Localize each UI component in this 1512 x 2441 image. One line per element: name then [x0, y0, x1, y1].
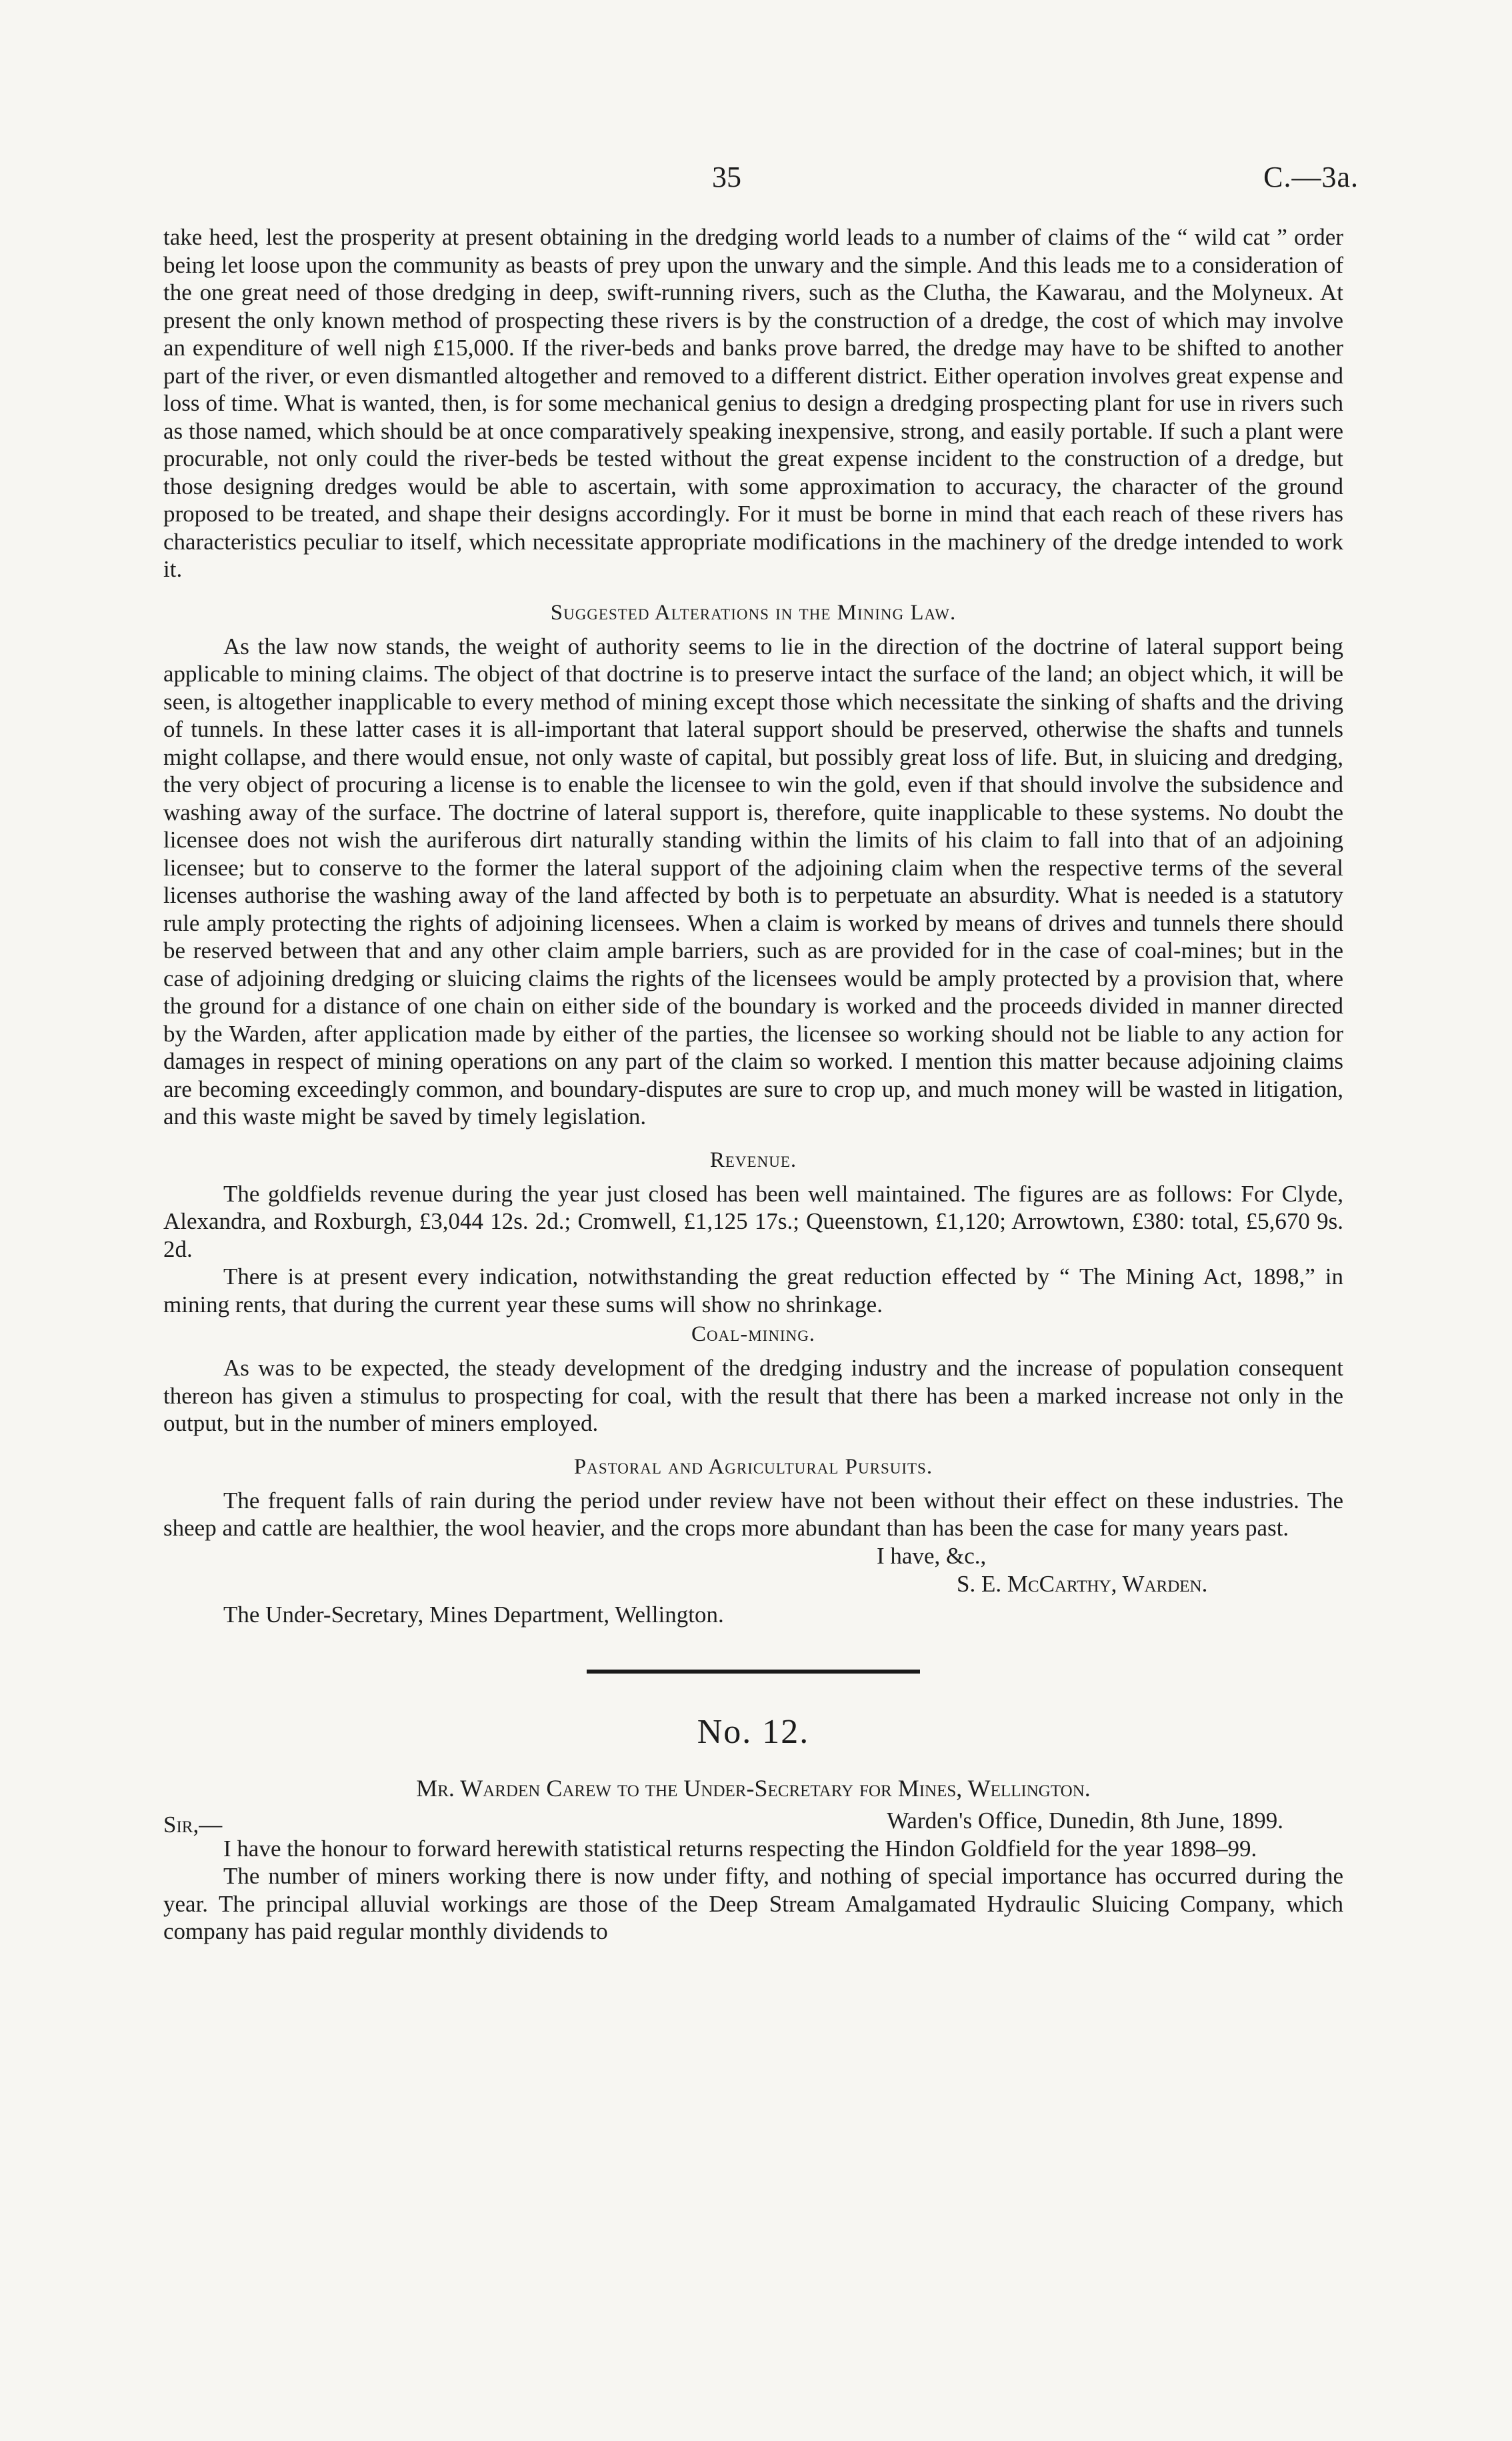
letter-paragraph-miners: The number of miners working there is now under fifty, and nothing of special importance has occurred during the year. The principal alluvial workings are those of the Deep Stream Amalgamated Hydraulic Sluicing Company, which company has paid regular monthly dividends to [163, 1863, 1343, 1944]
heading-revenue: Revenue. [709, 1147, 797, 1172]
paragraph-revenue-outlook: There is at present every indication, notwithstanding the great reduction effected by “ The Mining Act, 1898,” in mining rents, that during the current year these sums will show no shrinkage. [163, 1264, 1343, 1318]
heading-mining-law: Suggested Alterations in the Mining Law. [550, 600, 957, 625]
signer-name: S. E. McCarthy, Warden. [957, 1570, 1208, 1597]
office-date: Warden's Office, Dunedin, 8th June, 1899. [887, 1807, 1283, 1834]
paragraph-coal-mining: As was to be expected, the steady development of the dredging industry and the increase of population consequent thereon has given a stimulus to prospecting for coal, with the result that there has been a marked increase not only in the output, but in the number of miners employed. [163, 1355, 1343, 1436]
closing-formula: I have, &c., [877, 1542, 987, 1569]
letter-paragraph-returns: I have the honour to forward herewith statistical returns respecting the Hindon Goldfield for the year 1898–99. [223, 1835, 1257, 1862]
paragraph-mining-law: As the law now stands, the weight of authority seems to lie in the direction of the doctrine of lateral support being applicable to mining claims. The object of that doctrine is to preserve intact the surface of the land; an object which, it will be seen, is altogether inapplicable to every method of mining except those which necessitate the sinking of shafts and the driving of tunnels. In these latter cases it is all-important that lateral support should be preserved, otherwise the shafts and tunnels might collapse, and there would ensue, not only waste of capital, but possibly great loss of life. But, in sluicing and dredging, the very object of procuring a license is to enable the licensee to win the gold, even if that should involve the subsidence and washing away of the surface. The doctrine of lateral support is, therefore, quite inapplicable to these systems. No doubt the licensee does not wish the auriferous dirt naturally standing within the limits of his claim to fall into that of an adjoining licensee; but to conserve to the former the lateral support of the adjoining claim when the respective terms of the several licenses authorise the washing away of the land affected by both is to perpetuate an absurdity. What is needed is a statutory rule amply protecting the rights of adjoining licensees. When a claim is worked by means of drives and tunnels there should be reserved between that and any other claim ample barriers, such as are provided for in the case of coal-mines; but in the case of adjoining dredging or sluicing claims the rights of the licensees would be amply protected by a provision that, where the ground for a distance of one chain on either side of the boundary is worked and the proceeds divided in manner directed by the Warden, after application made by either of the parties, the licensee so working should not be liable to any action for damages in respect of mining operations on any part of the claim so worked. I mention this matter because adjoining claims are becoming exceedingly common, and boundary-disputes are sure to crop up, and much money will be wasted in litigation, and this waste might be saved by timely legislation. [163, 633, 1343, 1129]
page-body [163, 223, 1343, 1946]
paragraph-pastoral: The frequent falls of rain during the period under review have not been without their effect on these industries. The sheep and cattle are healthier, the wool heavier, and the crops more abundant than has been the case for many years past. [163, 1487, 1343, 1541]
page-number: 35 [712, 161, 741, 193]
document-reference: C.—3a. [1263, 161, 1359, 193]
page-header [0, 160, 1512, 200]
letter-dateline [163, 1807, 1343, 1838]
salutation: Sir,— [163, 1811, 223, 1838]
letter-title: Mr. Warden Carew to the Under-Secretary for Mines, Wellington. [416, 1775, 1091, 1802]
addressee-line: The Under-Secretary, Mines Department, Wellington. [223, 1601, 724, 1628]
heading-coal-mining: Coal-mining. [691, 1322, 816, 1346]
heading-pastoral: Pastoral and Agricultural Pursuits. [573, 1454, 933, 1479]
letter-number: No. 12. [697, 1713, 810, 1751]
paragraph-dredging-prospecting: take heed, lest the prosperity at present obtaining in the dredging world leads to a number of claims of the “ wild cat ” order being let loose upon the community as beasts of prey upon the unwary and the simple. And this leads me to a consideration of the one great need of those dredging in deep, swift-running rivers, such as the Clutha, the Kawarau, and the Molyneux. At present the only known method of prospecting these rivers is by the construction of a dredge, the cost of which may involve an expenditure of well nigh £15,000. If the river-beds and banks prove barred, the dredge may have to be shifted to another part of the river, or even dismantled altogether and removed to a different district. Either operation involves great expense and loss of time. What is wanted, then, is for some mechanical genius to design a dredging prospecting plant for use in rivers such as those named, which should be at once comparatively speaking inexpensive, strong, and easily portable. If such a plant were procurable, not only could the river-beds be tested without the great expense incident to the construction of a dredge, but those designing dredges would be able to ascertain, with some approximation to accuracy, the character of the ground proposed to be treated, and shape their designs accordingly. For it must be borne in mind that each reach of these rivers has characteristics peculiar to itself, which necessitate appropriate modifications in the machinery of the dredge intended to work it. [163, 224, 1343, 582]
section-divider [587, 1670, 920, 1674]
paragraph-revenue-figures: The goldfields revenue during the year just closed has been well maintained. The figures are as follows: For Clyde, Alexandra, and Roxburgh, £3,044 12s. 2d.; Cromwell, £1,125 17s.; Queenstown, £1,120; Arrowtown, £380: total, £5,670 9s. 2d. [163, 1180, 1343, 1262]
